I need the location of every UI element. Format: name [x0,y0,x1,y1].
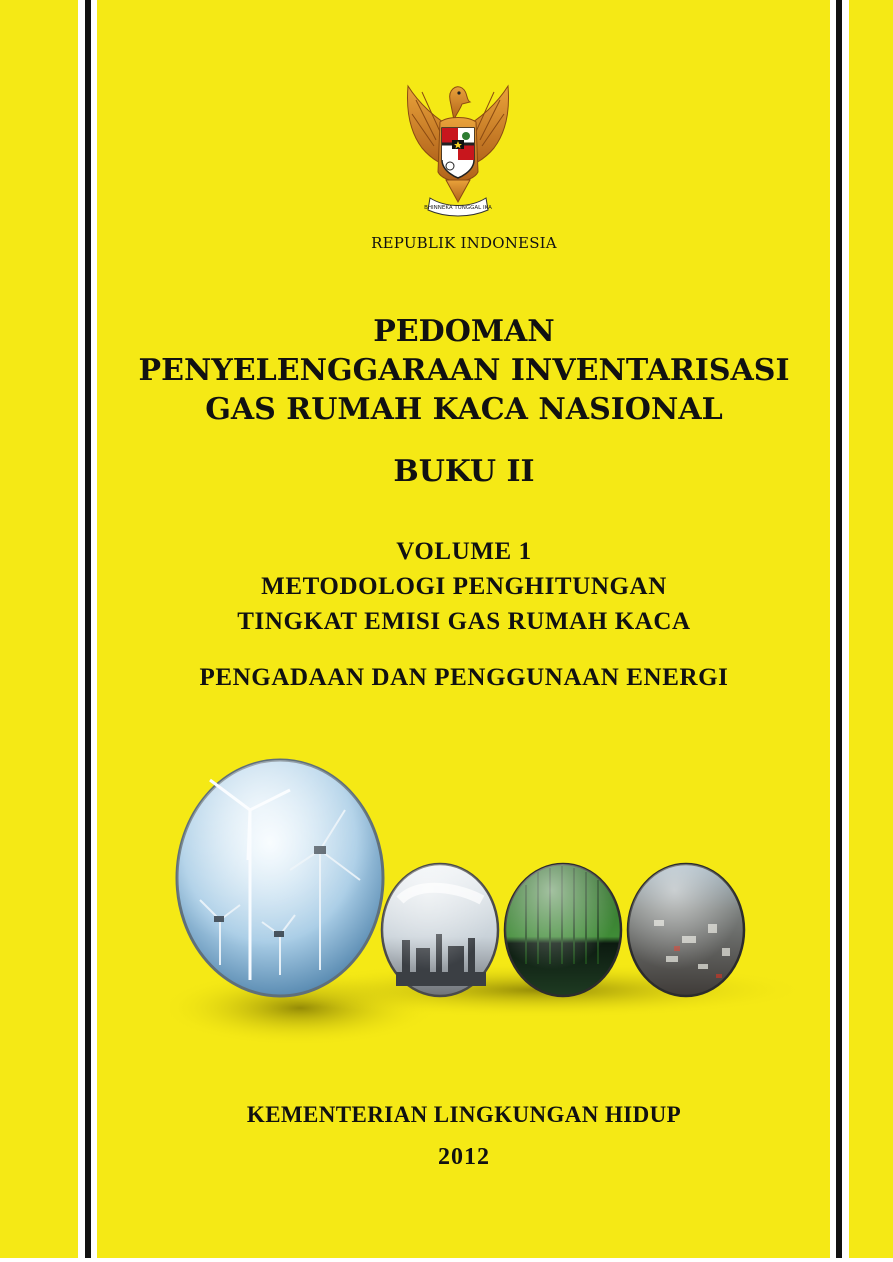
main-title [100,312,828,429]
landfill-waste-photo-icon [628,864,744,996]
publication-year: 2012 [438,1144,490,1170]
book-number: BUKU II [393,454,535,489]
emblem-motto: BHINNEKA TUNGGAL IKA [424,205,492,211]
wind-turbines-photo-icon [177,760,383,996]
volume-title-line: TINGKAT EMISI GAS RUMAH KACA [237,608,691,635]
title-line: PENYELENGGARAAN INVENTARISASI [138,353,790,388]
volume-block [100,534,828,639]
forest-lake-photo-icon [505,864,621,996]
publisher-name: KEMENTERIAN LINGKUNGAN HIDUP [246,1102,682,1127]
country-name: REPUBLIK INDONESIA [371,234,557,252]
title-line: GAS RUMAH KACA NASIONAL [205,392,723,427]
volume-title-line: METODOLOGI PENGHITUNGAN [261,573,667,600]
cover-content [100,0,828,1262]
left-inner-white-stripe [91,0,97,1262]
garuda-pancasila-emblem-icon [396,80,520,220]
sector-title: PENGADAAN DAN PENGGUNAAN ENERGI [199,664,729,691]
title-line: PEDOMAN [373,314,555,349]
left-white-stripe [78,0,85,1262]
industrial-plant-photo-icon [382,864,498,996]
volume-label: VOLUME 1 [396,538,532,565]
right-white-stripe [842,0,849,1262]
cover-illustration [170,750,830,1070]
